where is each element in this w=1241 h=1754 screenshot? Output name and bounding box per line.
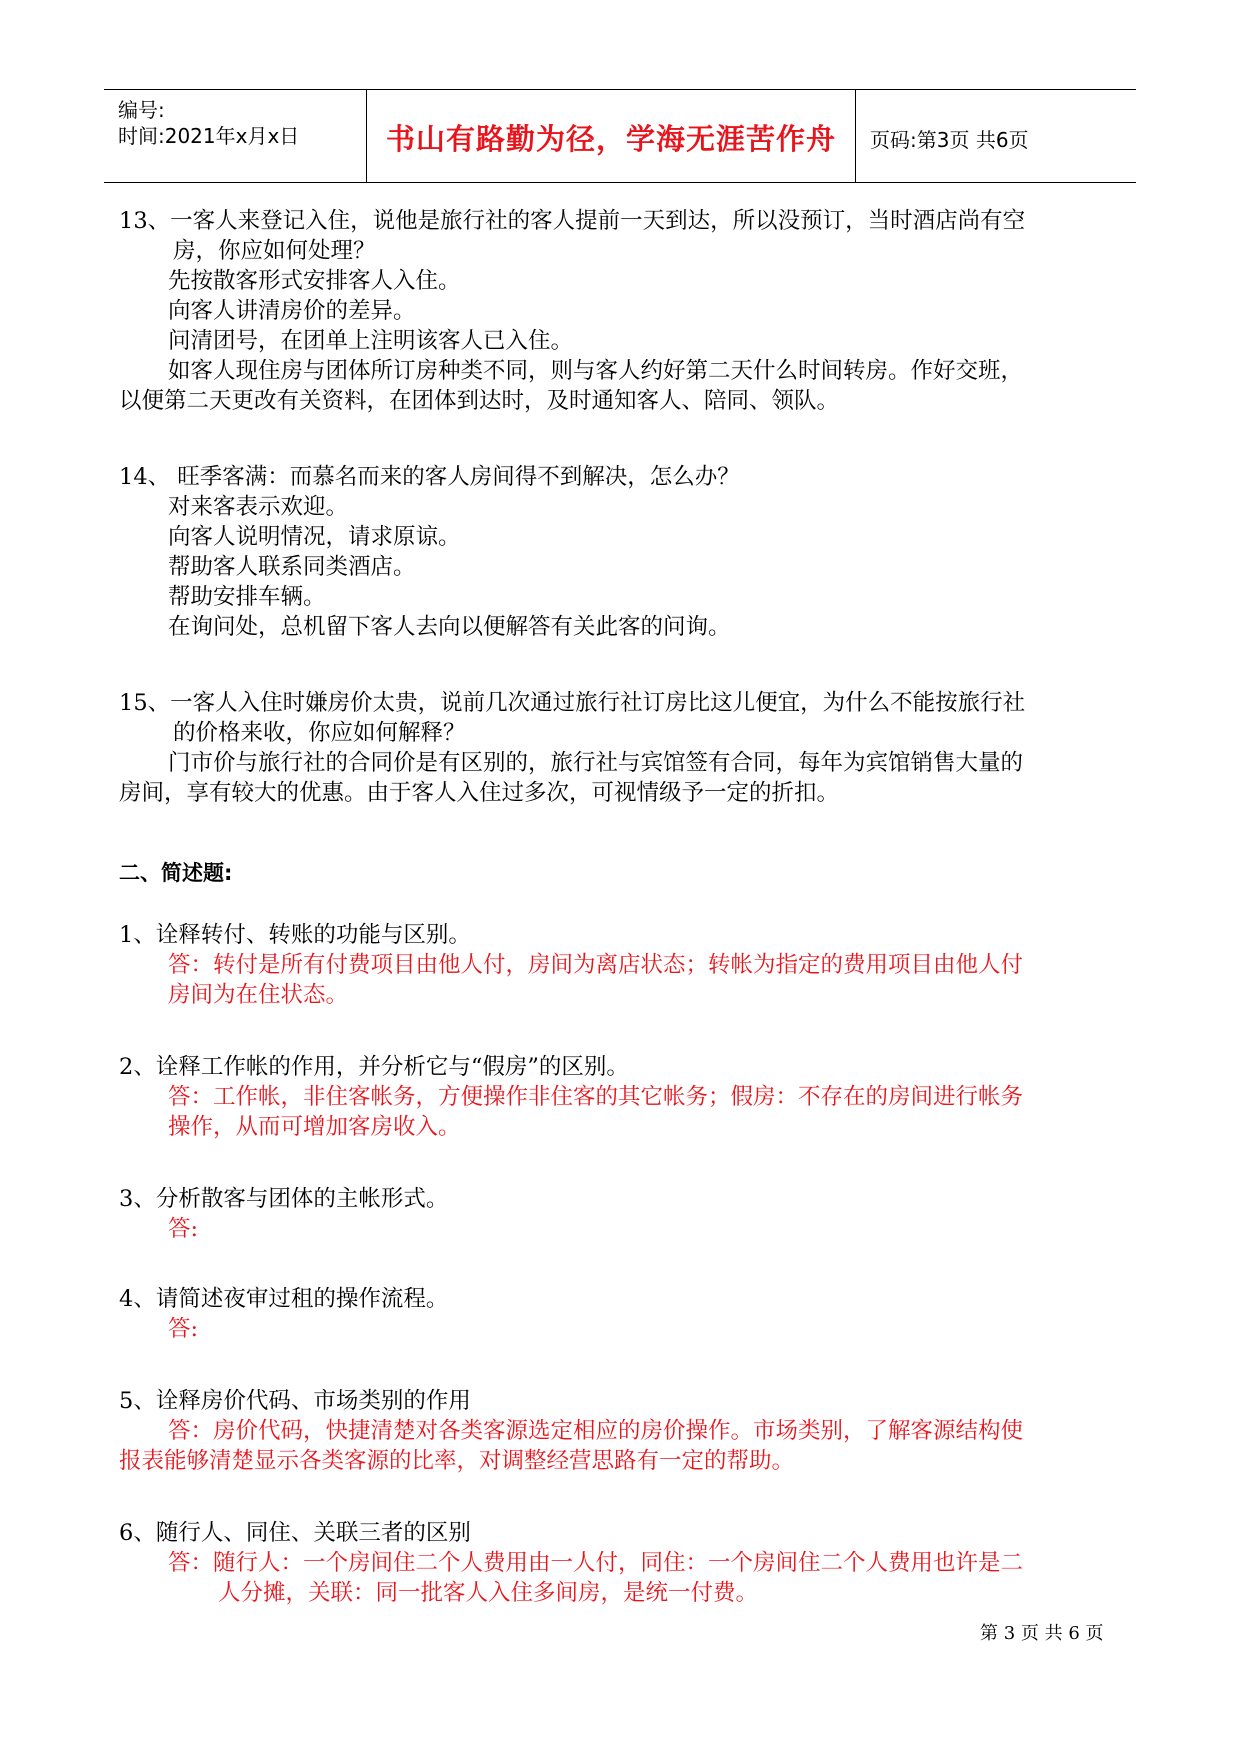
text-line: 15、一客人入住时嫌房价太贵，说前几次通过旅行社订房比这儿便宜，为什么不能按旅行社	[119, 690, 1026, 716]
text-line: 14、 旺季客满：而慕名而来的客人房间得不到解决，怎么办？	[119, 464, 740, 490]
answer-line: 操作，从而可增加客房收入。	[168, 1114, 461, 1140]
header-motto: 书山有路勤为径，学海无涯苦作舟	[385, 122, 836, 156]
text-line: 门市价与旅行社的合同价是有区别的，旅行社与宾馆签有合同，每年为宾馆销售大量的	[168, 750, 1024, 776]
text-line: 房间，享有较大的优惠。由于客人入住过多次，可视情级予一定的折扣。	[119, 780, 840, 806]
document-time-label: 时间:2021年x月x日	[118, 124, 300, 148]
answer-line: 人分摊，关联：同一批客人入住多间房，是统一付费。	[218, 1580, 759, 1606]
answer-line: 答:	[168, 1316, 199, 1342]
question-line: 6、随行人、同住、关联三者的区别	[119, 1520, 471, 1546]
text-line: 房，你应如何处理？	[173, 238, 376, 264]
text-line: 对来客表示欢迎。	[168, 494, 349, 520]
text-line: 先按散客形式安排客人入住。	[168, 268, 461, 294]
answer-line: 房间为在住状态。	[168, 982, 349, 1008]
header-page-cell	[856, 90, 1136, 182]
answer-line: 报表能够清楚显示各类客源的比率，对调整经营思路有一定的帮助。	[119, 1448, 795, 1474]
text-line: 如客人现住房与团体所订房种类不同，则与客人约好第二天什么时间转房。作好交班，	[168, 358, 1024, 384]
header-info-cell	[104, 90, 367, 182]
document-number-label: 编号:	[118, 98, 165, 122]
answer-line: 答:	[168, 1216, 199, 1242]
page-footer: 第 3 页 共 6 页	[980, 1623, 1104, 1644]
question-line: 5、诠释房价代码、市场类别的作用	[119, 1388, 471, 1414]
text-line: 以便第二天更改有关资料，在团体到达时，及时通知客人、陪同、领队。	[119, 388, 840, 414]
question-line: 1、诠释转付、转账的功能与区别。	[119, 922, 471, 948]
answer-line: 答：转付是所有付费项目由他人付，房间为离店状态；转帐为指定的费用项目由他人付	[168, 952, 1024, 978]
text-line: 帮助客人联系同类酒店。	[168, 554, 416, 580]
answer-line: 答：工作帐，非住客帐务，方便操作非住客的其它帐务；假房：不存在的房间进行帐务	[168, 1084, 1024, 1110]
answer-line: 答：随行人：一个房间住二个人费用由一人付，同住：一个房间住二个人费用也许是二	[168, 1550, 1024, 1576]
question-line: 2、诠释工作帐的作用，并分析它与“假房”的区别。	[119, 1054, 629, 1080]
question-line: 3、分析散客与团体的主帐形式。	[119, 1186, 449, 1212]
text-line: 向客人说明情况，请求原谅。	[168, 524, 461, 550]
header-motto-cell	[367, 90, 856, 182]
text-line: 向客人讲清房价的差异。	[168, 298, 416, 324]
text-line: 的价格来收，你应如何解释？	[173, 720, 466, 746]
section-heading: 二、简述题:	[119, 861, 233, 885]
text-line: 13、一客人来登记入住，说他是旅行社的客人提前一天到达，所以没预订，当时酒店尚有空	[119, 208, 1026, 234]
page-header	[104, 89, 1136, 183]
header-page-number: 页码:第3页 共6页	[870, 128, 1029, 152]
text-line: 帮助安排车辆。	[168, 584, 326, 610]
question-line: 4、请简述夜审过租的操作流程。	[119, 1286, 449, 1312]
text-line: 在询问处，总机留下客人去向以便解答有关此客的问询。	[168, 614, 731, 640]
answer-line: 答：房价代码，快捷清楚对各类客源选定相应的房价操作。市场类别，了解客源结构使	[168, 1418, 1024, 1444]
text-line: 问清团号，在团单上注明该客人已入住。	[168, 328, 574, 354]
